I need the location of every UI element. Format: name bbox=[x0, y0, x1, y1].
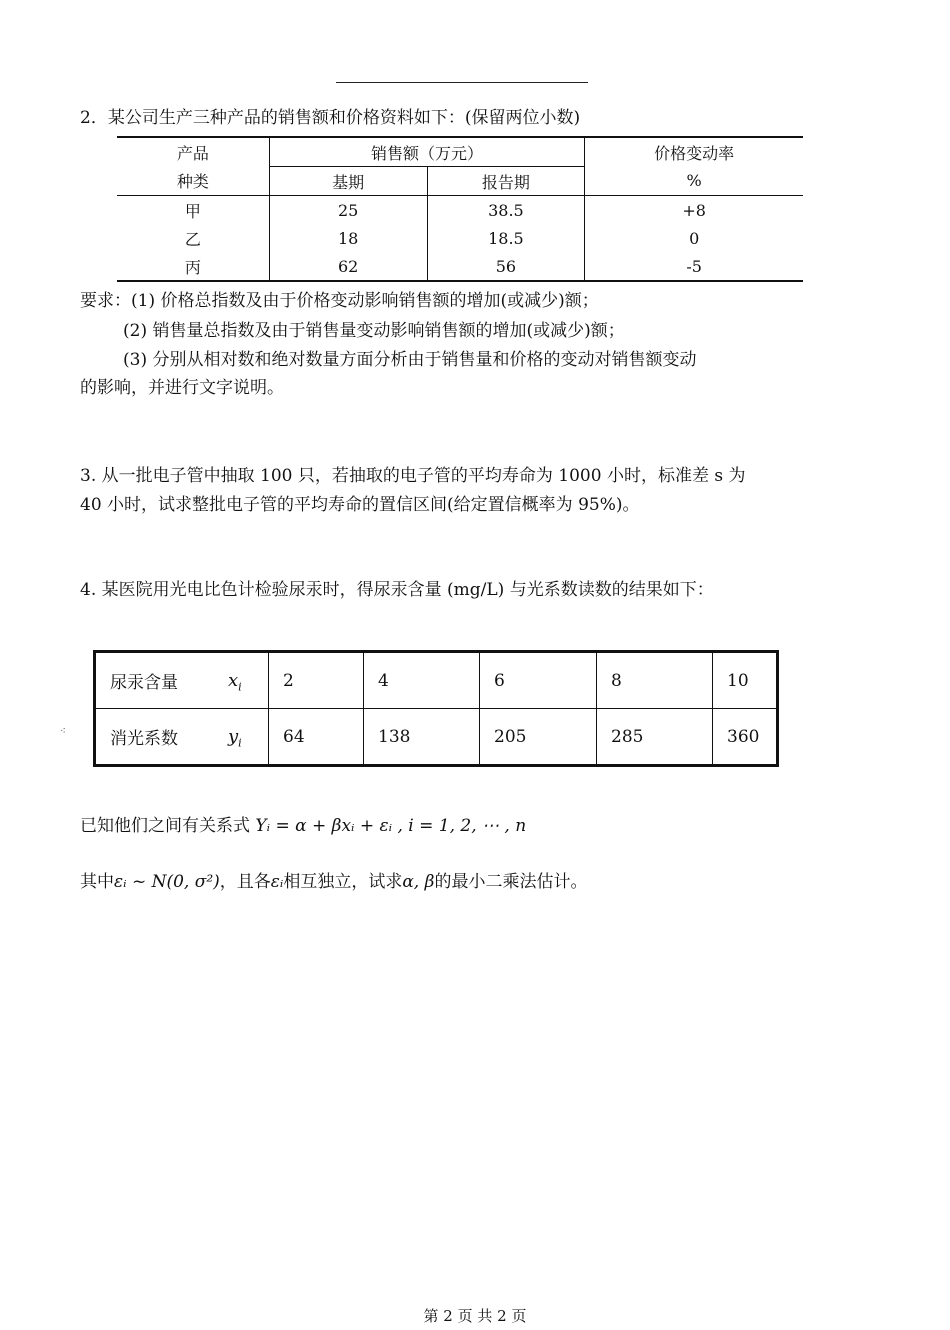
error-distribution: εᵢ ~ N(0, σ²) bbox=[114, 872, 220, 892]
model-equation: Yᵢ = α + βxᵢ + εᵢ , i = 1, 2, ⋯ , n bbox=[255, 816, 527, 836]
regression-model-line bbox=[80, 815, 526, 837]
row-name: 乙 bbox=[184, 229, 201, 249]
condition-middle-2: 相互独立，试求 bbox=[283, 872, 403, 892]
row-change: 0 bbox=[585, 224, 803, 252]
row-change: -5 bbox=[585, 252, 803, 281]
label-text: 消光系数 bbox=[110, 729, 178, 749]
epsilon-symbol: εᵢ bbox=[270, 872, 284, 892]
row-base: 62 bbox=[269, 252, 427, 281]
row-report: 18.5 bbox=[427, 224, 585, 252]
x-value: 6 bbox=[480, 653, 597, 709]
model-prefix: 已知他们之间有关系式 bbox=[80, 816, 250, 836]
header-product: 产品 bbox=[117, 137, 269, 167]
requirement-3-continued: 的影响，并进行文字说明。 bbox=[80, 378, 284, 398]
requirement-2: (2) 销售量总指数及由于销售量变动影响销售额的增加(或减少)额； bbox=[123, 321, 625, 341]
row-label-mercury bbox=[96, 653, 269, 709]
question-3-line-1: 3. 从一批电子管中抽取 100 只，若抽取的电子管的平均寿命为 1000 小时，标准差 s 为 bbox=[80, 466, 746, 486]
y-value: 138 bbox=[364, 709, 480, 765]
y-value: 205 bbox=[480, 709, 597, 765]
y-value: 285 bbox=[597, 709, 713, 765]
x-value: 8 bbox=[597, 653, 713, 709]
question-4-intro: 4. 某医院用光电比色计检验尿汞时，得尿汞含量 (mg/L) 与光系数读数的结果如下： bbox=[80, 580, 714, 600]
row-report: 56 bbox=[427, 252, 585, 281]
row-name: 甲 bbox=[184, 201, 201, 221]
table-row bbox=[117, 224, 803, 252]
parameters: α, β bbox=[402, 872, 435, 892]
table-row bbox=[117, 252, 803, 281]
question-3-line-2: 40 小时，试求整批电子管的平均寿命的置信区间(给定置信概率为 95%)。 bbox=[80, 495, 640, 515]
header-report-period: 报告期 bbox=[427, 167, 585, 196]
header-percent: % bbox=[585, 167, 803, 196]
table-row bbox=[96, 653, 776, 709]
row-change: +8 bbox=[585, 196, 803, 225]
header-price-change: 价格变动率 bbox=[585, 137, 803, 167]
requirement-1: 要求：(1) 价格总指数及由于价格变动影响销售额的增加(或减少)额； bbox=[80, 291, 599, 311]
scan-speck: ⁖ bbox=[60, 726, 66, 737]
condition-prefix: 其中 bbox=[80, 872, 114, 892]
row-report: 38.5 bbox=[427, 196, 585, 225]
error-assumption-line bbox=[80, 871, 587, 893]
variable-y: $y_i$ bbox=[228, 726, 242, 750]
mercury-absorbance-table bbox=[93, 650, 779, 767]
header-category: 种类 bbox=[117, 167, 269, 196]
table-row bbox=[96, 709, 776, 765]
header-sales: 销售额（万元） bbox=[269, 137, 585, 167]
label-text: 尿汞含量 bbox=[110, 673, 178, 693]
page-footer: 第 2 页 共 2 页 bbox=[423, 1307, 527, 1325]
variable-x: $x_i$ bbox=[228, 670, 242, 694]
row-base: 18 bbox=[269, 224, 427, 252]
row-label-absorbance bbox=[96, 709, 269, 765]
row-base: 25 bbox=[269, 196, 427, 225]
y-value: 64 bbox=[269, 709, 364, 765]
requirement-3: (3) 分别从相对数和绝对数量方面分析由于销售量和价格的变动对销售额变动 bbox=[123, 350, 697, 370]
x-value: 4 bbox=[364, 653, 480, 709]
condition-middle: ，且各 bbox=[219, 872, 271, 892]
x-value: 10 bbox=[713, 653, 777, 709]
row-name: 丙 bbox=[117, 252, 269, 281]
x-value: 2 bbox=[269, 653, 364, 709]
top-rule bbox=[336, 82, 588, 83]
header-base-period: 基期 bbox=[269, 167, 427, 196]
question-2-title: 2．某公司生产三种产品的销售额和价格资料如下：(保留两位小数) bbox=[80, 108, 581, 128]
sales-price-table bbox=[117, 136, 803, 282]
table-row bbox=[117, 196, 803, 225]
y-value: 360 bbox=[713, 709, 777, 765]
condition-end: 的最小二乘法估计。 bbox=[434, 872, 588, 892]
